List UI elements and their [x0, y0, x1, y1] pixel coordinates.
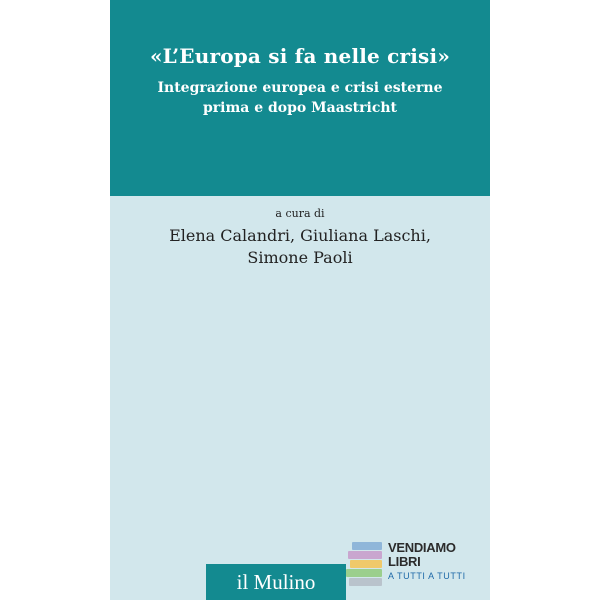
editor-line: Elena Calandri, Giuliana Laschi, — [169, 226, 431, 245]
book-subtitle — [110, 78, 490, 118]
editors — [110, 225, 490, 269]
vendiamo-libri-badge — [346, 536, 468, 592]
books-stack-icon — [346, 540, 386, 588]
subtitle-line: prima e dopo Maastricht — [202, 100, 397, 116]
publisher-band — [206, 564, 346, 600]
badge-line1: VENDIAMO — [388, 540, 456, 555]
publisher-name: il Mulino — [236, 570, 316, 594]
editor-label: a cura di — [275, 207, 325, 220]
title-band — [110, 0, 490, 196]
editor-line: Simone Paoli — [247, 248, 353, 267]
subtitle-line: Integrazione europea e crisi esterne — [157, 80, 443, 96]
book-title: «L’Europa si fa nelle crisi» — [149, 44, 451, 68]
badge-tagline: A TUTTI A TUTTI — [388, 571, 466, 581]
book-cover — [110, 0, 490, 600]
badge-line2: LIBRI — [388, 554, 421, 569]
